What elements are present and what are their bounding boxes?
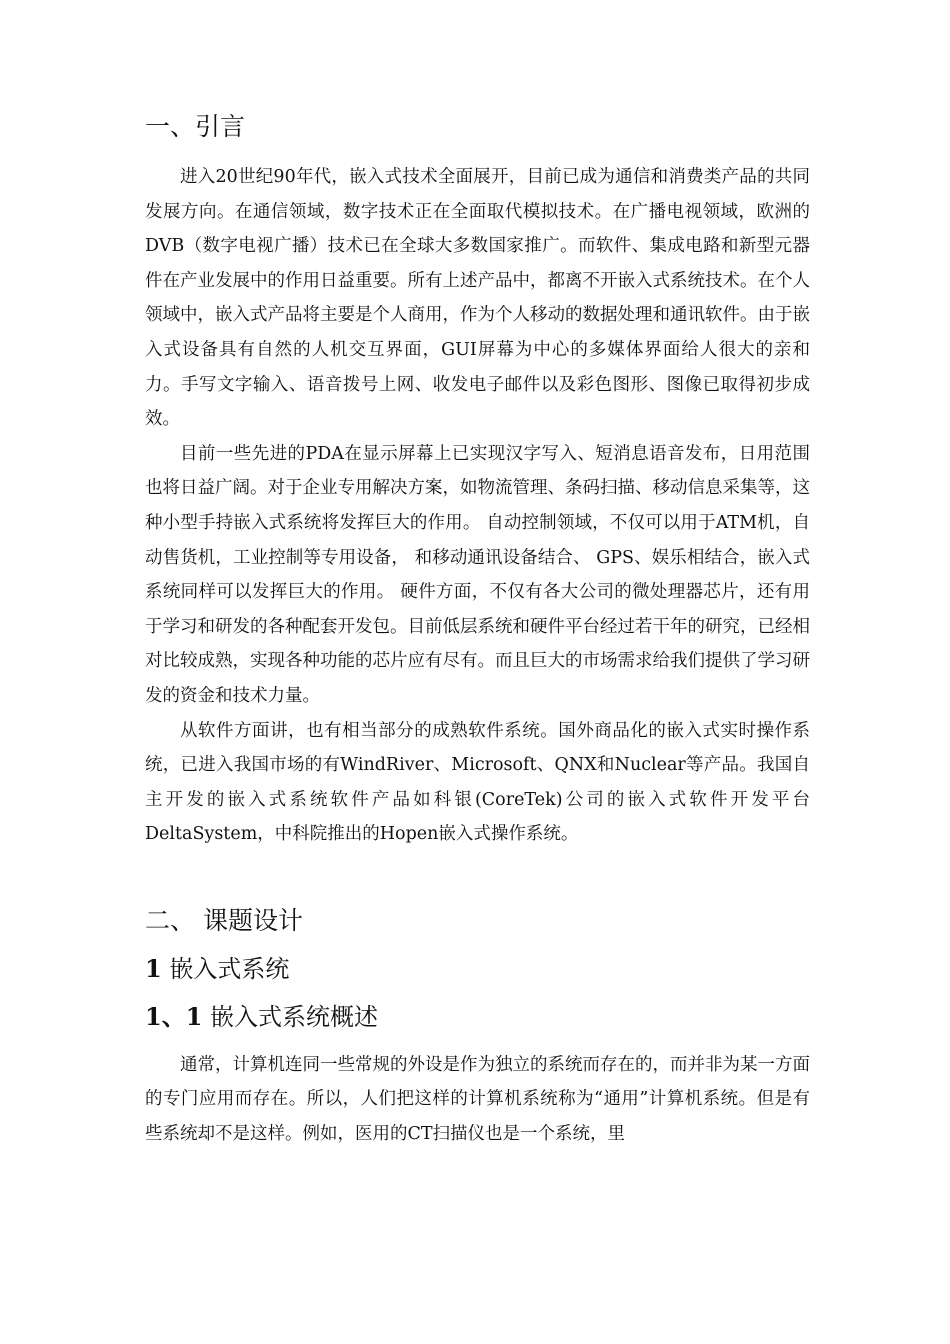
paragraph: 通常，计算机连同一些常规的外设是作为独立的系统而存在的，而并非为某一方面的专门应用而存在。所以，人们把这样的计算机系统称为“通用”计算机系统。但是有些系统却不是这样。例如，医用的CT扫描仪也是一个系统，里: [145, 1054, 810, 1145]
subsection-title: 嵌入式系统: [169, 954, 290, 983]
subsection-number: 1: [145, 953, 162, 983]
paragraph: 进入20世纪90年代，嵌入式技术全面展开，目前已成为通信和消费类产品的共同发展方向。在通信领域，数字技术正在全面取代模拟技术。在广播电视领域，欧洲的 DVB（数字电视广播）技术已在全球大多数国家推广。而软件、集成电路和新型元器件在产业发展中的作用日益重要。所有上述产品中，都离不开嵌入式系统技术。在个人领域中，嵌入式产品将主要是个人商用，作为个人移动的数据处理和通讯软件。由于嵌入式设备具有自然的人机交互界面，GUI屏幕为中心的多媒体界面给人很大的亲和力。手写文字输入、语音拨号上网、收发电子邮件以及彩色图形、图像已取得初步成效。: [145, 167, 810, 430]
document-page: [145, 110, 810, 1152]
section-heading-project-design: 二、 课题设计: [145, 905, 303, 935]
subsection-number: 1、1: [145, 1001, 203, 1031]
paragraph: 目前一些先进的PDA在显示屏幕上已实现汉字写入、短消息语音发布，日用范围也将日益广阔。对于企业专用解决方案，如物流管理、条码扫描、移动信息采集等，这种小型手持嵌入式系统将发挥巨大的作用。 自动控制领域，不仅可以用于ATM机，自动售货机，工业控制等专用设备， 和移动通讯设备结合、 GPS、娱乐相结合，嵌入式系统同样可以发挥巨大的作用。 硬件方面，不仅有各大公司的微处理器芯片，还有用于学习和研发的各种配套开发包。目前低层系统和硬件平台经过若干年的研究，已经相对比较成熟，实现各种功能的芯片应有尽有。而且巨大的市场需求给我们提供了学习研发的资金和技术力量。: [145, 443, 810, 706]
subsection-heading-embedded-overview: [145, 1000, 810, 1034]
paragraph: 从软件方面讲，也有相当部分的成熟软件系统。国外商品化的嵌入式实时操作系统，已进入我国市场的有WindRiver、Microsoft、QNX和Nuclear等产品。我国自主开发的嵌入式系统软件产品如科银(CoreTek)公司的嵌入式软件开发平台 DeltaSystem，中科院推出的Hopen嵌入式操作系统。: [145, 720, 810, 845]
subsection-title: 嵌入式系统概述: [210, 1002, 379, 1031]
section-heading-introduction: 一、引言: [145, 112, 246, 141]
subsection-heading-embedded-system: [145, 952, 810, 986]
